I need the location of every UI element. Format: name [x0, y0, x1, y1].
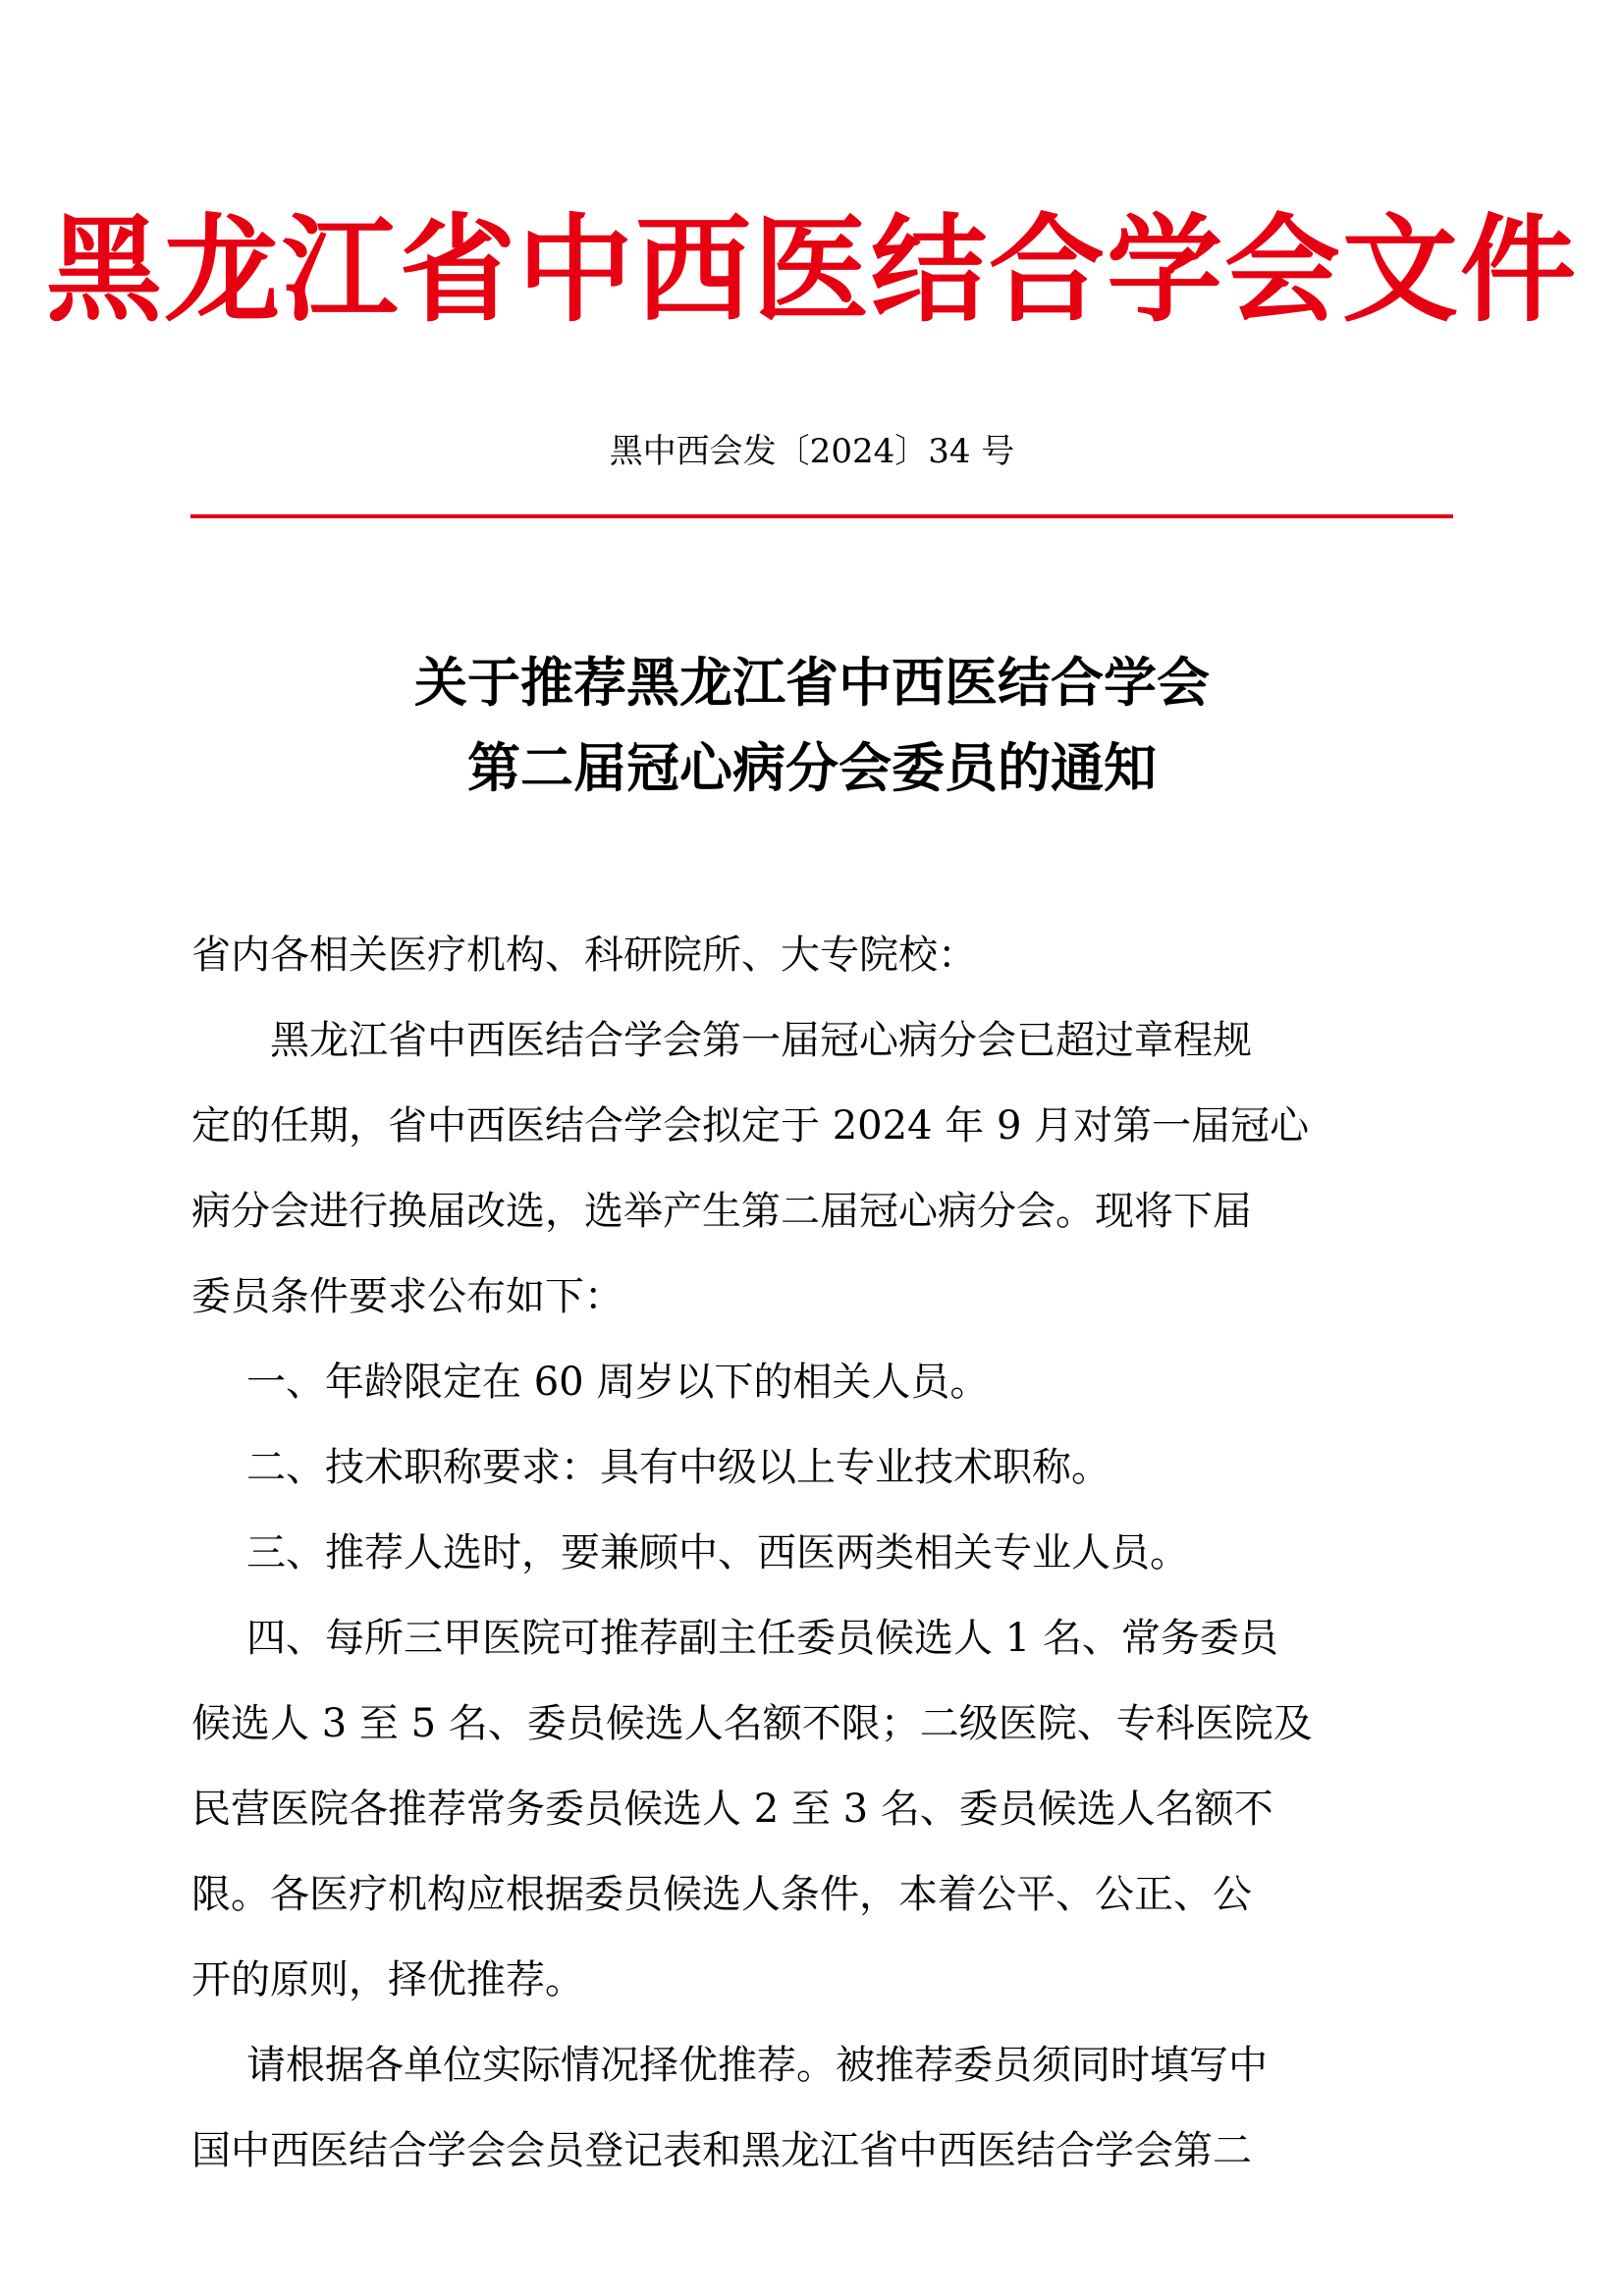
- paragraph-line: 开的原则，择优推荐。: [191, 1957, 584, 2002]
- requirement-item-4: 四、每所三甲医院可推荐副主任委员候选人 1 名、常务委员: [246, 1616, 1278, 1661]
- requirement-item-3: 三、推荐人选时，要兼顾中、西医两类相关专业人员。: [246, 1530, 1189, 1575]
- paragraph-line: 委员条件要求公布如下：: [191, 1274, 623, 1319]
- notice-title-line-1: 关于推荐黑龙江省中西医结合学会: [414, 652, 1210, 714]
- notice-title-line-2: 第二届冠心病分会委员的通知: [467, 737, 1157, 799]
- org-file-title: 黑龙江省中西医结合学会文件: [45, 202, 1578, 338]
- paragraph-line: 候选人 3 至 5 名、委员候选人名额不限；二级医院、专科医院及: [191, 1701, 1313, 1746]
- salutation: 省内各相关医疗机构、科研院所、大专院校：: [191, 933, 977, 978]
- requirement-item-1: 一、年龄限定在 60 周岁以下的相关人员。: [246, 1360, 990, 1405]
- paragraph-line: 国中西医结合学会会员登记表和黑龙江省中西医结合学会第二: [191, 2128, 1252, 2173]
- notice-title: [0, 640, 1624, 811]
- paragraph-line: 病分会进行换届改选，选举产生第二届冠心病分会。现将下届: [191, 1189, 1252, 1234]
- paragraph-line: 限。各医疗机构应根据委员候选人条件，本着公平、公正、公: [191, 1872, 1252, 1917]
- paragraph-line: 请根据各单位实际情况择优推荐。被推荐委员须同时填写中: [246, 2043, 1268, 2088]
- paragraph-line: 定的任期，省中西医结合学会拟定于 2024 年 9 月对第一届冠心: [191, 1103, 1310, 1148]
- paragraph-line: 黑龙江省中西医结合学会第一届冠心病分会已超过章程规: [270, 1018, 1252, 1063]
- document-number: 黑中西会发〔2024〕34 号: [609, 432, 1015, 471]
- paragraph-line: 民营医院各推荐常务委员候选人 2 至 3 名、委员候选人名额不: [191, 1787, 1273, 1832]
- red-divider: [190, 514, 1453, 518]
- requirement-item-2: 二、技术职称要求：具有中级以上专业技术职称。: [246, 1445, 1110, 1490]
- notice-body: [191, 913, 1384, 2194]
